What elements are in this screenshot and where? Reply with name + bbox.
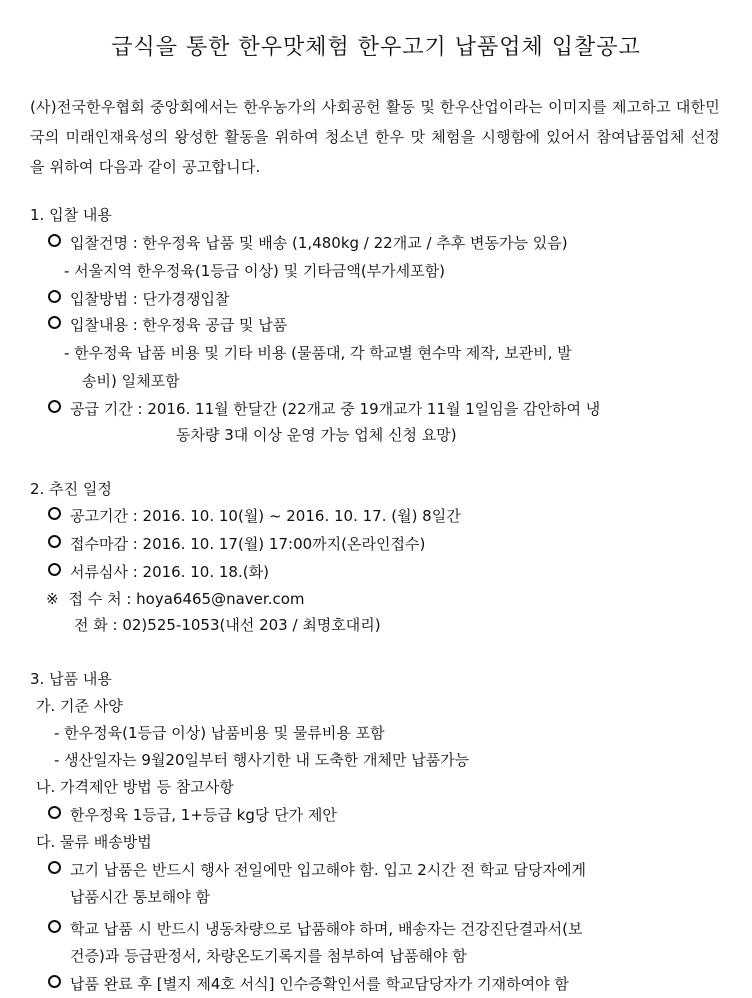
circle-bullet-icon — [48, 975, 61, 988]
list-subitem: - 서울지역 한우정육(1등급 이상) 및 기타금액(부가세포함) — [64, 262, 445, 280]
list-item: 고기 납품은 반드시 행사 전일에만 입고해야 함. 입고 2시간 전 학교 담당자에게 — [48, 856, 586, 884]
reference-mark-icon: ※ — [46, 590, 59, 608]
list-item-continued: 건증)과 등급판정서, 차량온도기록지를 첨부하여 납품해야 함 — [70, 947, 467, 965]
list-item-continued: 동차량 3대 이상 운영 가능 업체 신청 요망) — [176, 426, 457, 444]
subsection-heading: 가. 기준 사양 — [36, 697, 123, 715]
subsection-heading: 다. 물류 배송방법 — [36, 833, 152, 851]
list-subitem: - 생산일자는 9월20일부터 행사기한 내 도축한 개체만 납품가능 — [54, 751, 470, 769]
section-1-heading: 1. 입찰 내용 — [30, 206, 112, 224]
circle-bullet-icon — [48, 861, 61, 874]
list-item: 입찰내용 : 한우정육 공급 및 납품 — [48, 311, 287, 339]
contact-line: ※ 접 수 처 : hoya6465@naver.com — [46, 590, 305, 608]
list-item: 서류심사 : 2016. 10. 18.(화) — [48, 558, 269, 586]
list-item: 공급 기간 : 2016. 11월 한달간 (22개교 중 19개교가 11월 1일임을 감안하여 냉 — [48, 395, 600, 423]
list-item: 학교 납품 시 반드시 냉동차량으로 납품해야 하며, 배송자는 건강진단결과서(보 — [48, 915, 582, 943]
list-item: 납품 완료 후 [별지 제4호 서식] 인수증확인서를 학교담당자가 기재하여야 함 — [48, 970, 569, 998]
circle-bullet-icon — [48, 316, 61, 329]
circle-bullet-icon — [48, 290, 61, 303]
intro-paragraph: (사)전국한우협회 중앙회에서는 한우농가의 사회공헌 활동 및 한우산업이라는 이미지를 제고하고 대한민국의 미래인재육성의 왕성한 활동을 위하여 청소년 한우 맛 체험을 시행함에 있어서 참여납품업체 선정을 위하여 다음과 같이 공고합니다. — [30, 98, 720, 176]
section-2-heading: 2. 추진 일정 — [30, 480, 112, 498]
page-title: 급식을 통한 한우맛체험 한우고기 납품업체 입찰공고 — [111, 35, 641, 60]
list-item: 접수마감 : 2016. 10. 17(월) 17:00까지(온라인접수) — [48, 530, 425, 558]
list-item: 입찰건명 : 한우정육 납품 및 배송 (1,480kg / 22개교 / 추후 변동가능 있음) — [48, 229, 568, 257]
circle-bullet-icon — [48, 400, 61, 413]
circle-bullet-icon — [48, 507, 61, 520]
list-item: 한우정육 1등급, 1+등급 kg당 단가 제안 — [48, 801, 337, 829]
list-subitem: - 한우정육 납품 비용 및 기타 비용 (물품대, 각 학교별 현수막 제작, 보관비, 발 — [64, 344, 572, 362]
section-3-heading: 3. 납품 내용 — [30, 670, 112, 688]
circle-bullet-icon — [48, 806, 61, 819]
circle-bullet-icon — [48, 920, 61, 933]
circle-bullet-icon — [48, 234, 61, 247]
list-subitem: - 한우정육(1등급 이상) 납품비용 및 물류비용 포함 — [54, 724, 385, 742]
list-subitem-continued: 송비) 일체포함 — [82, 372, 180, 390]
list-item-continued: 납품시간 통보해야 함 — [70, 888, 210, 906]
circle-bullet-icon — [48, 535, 61, 548]
subsection-heading: 나. 가격제안 방법 등 참고사항 — [36, 778, 234, 796]
list-item: 입찰방법 : 단가경쟁입찰 — [48, 285, 230, 313]
circle-bullet-icon — [48, 563, 61, 576]
list-item: 공고기간 : 2016. 10. 10(월) ~ 2016. 10. 17. (월) 8일간 — [48, 502, 461, 530]
contact-line: 전 화 : 02)525-1053(내선 203 / 최명호대리) — [74, 616, 381, 634]
